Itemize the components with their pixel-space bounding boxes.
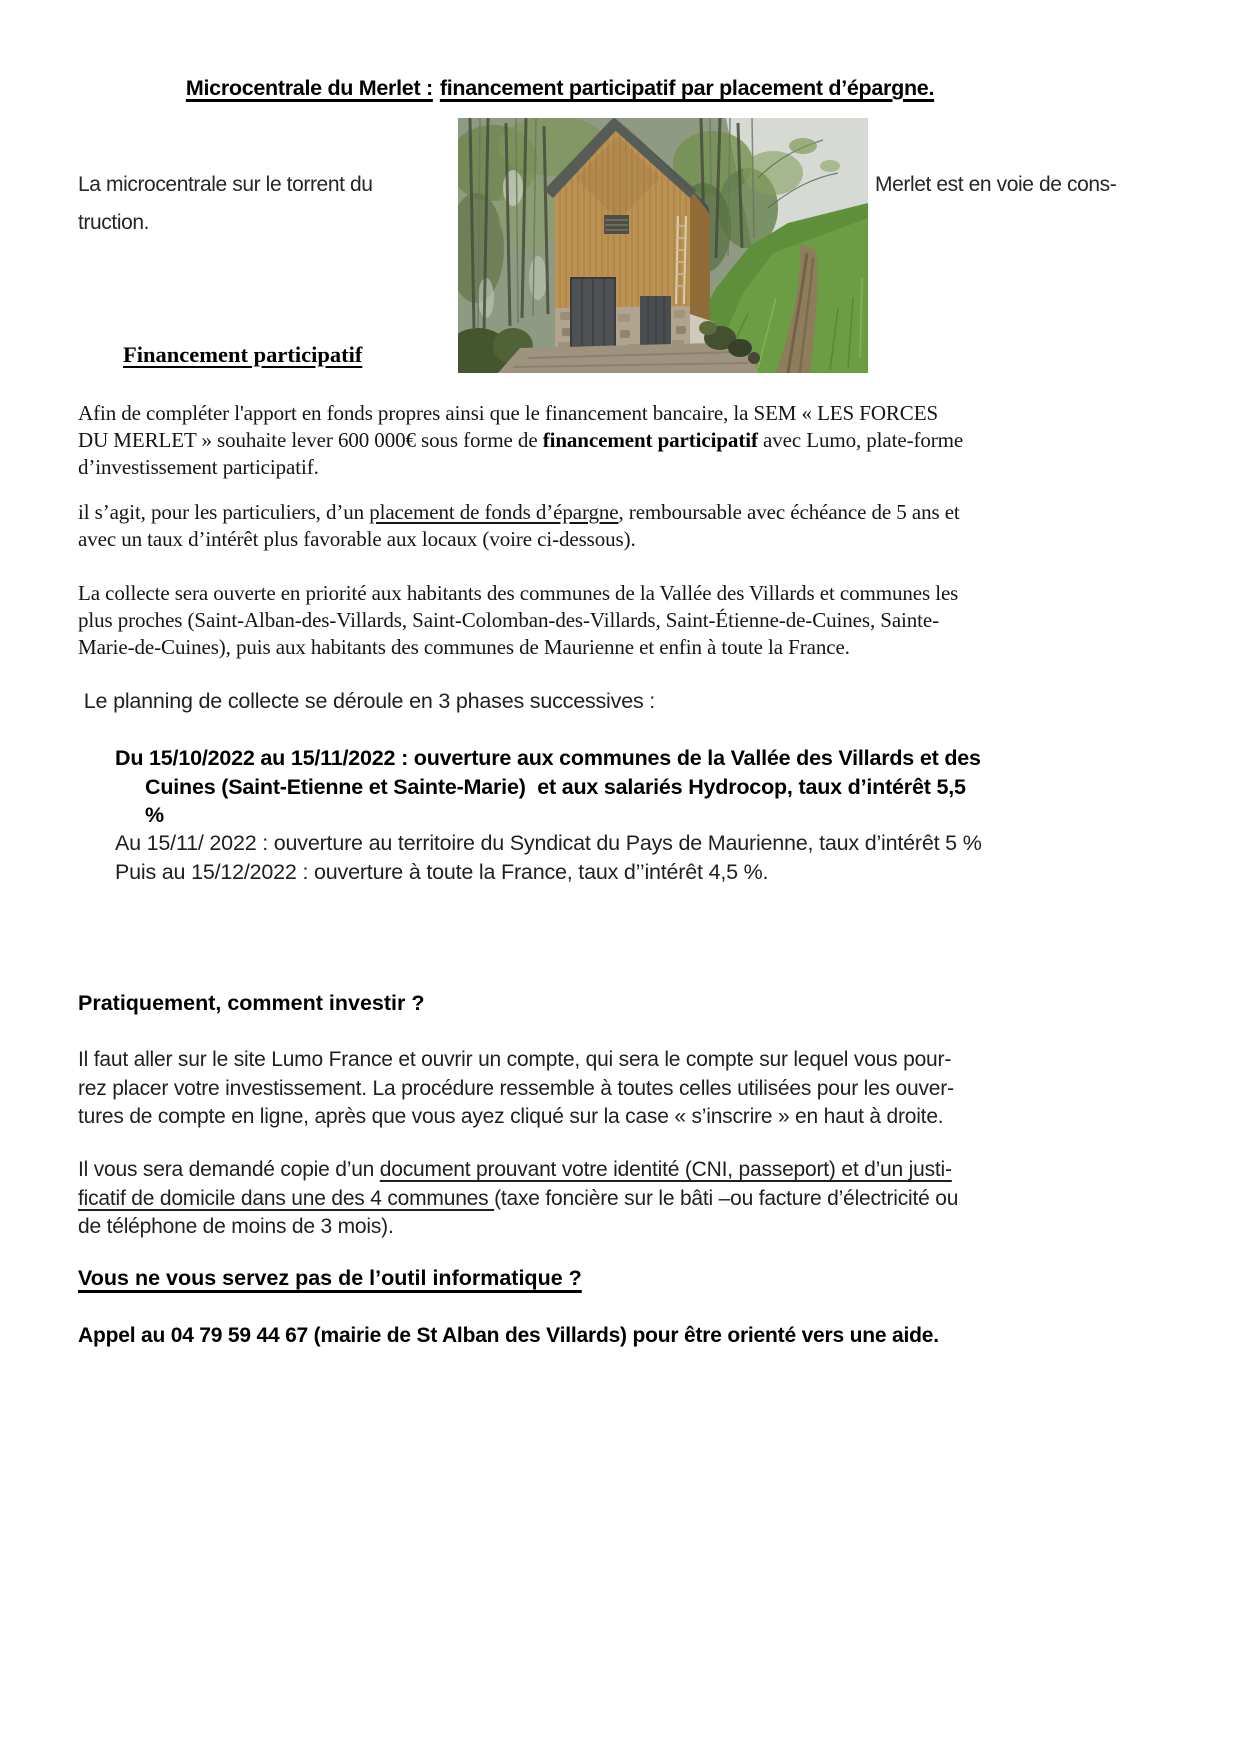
paragraph-apport [78,400,963,481]
invest-p1-line-3: tures de compte en ligne, après que vous ayez cliqué sur la case « s’inscrire » en haut à droite. [78,1105,944,1128]
intro-text-right [875,166,1116,204]
planning-intro: Le planning de collecte se déroule en 3 phases successives : [78,689,656,713]
paragraph-documents [78,1156,958,1242]
planning-phases-2-3 [115,829,982,886]
phase1-line-2: Cuines (Saint-Etienne et Sainte-Marie) et aux salariés Hydrocop, taux d’intérêt 5,5 [145,774,966,799]
planning-phase-1 [115,744,981,830]
invest-p1-line-2: rez placer votre investissement. La procédure ressemble à toutes celles utilisées pour les ouver- [78,1076,954,1100]
title-segment-2: financement participatif par placement d’épargne. [439,76,935,100]
invest-p2-line-3: de téléphone de moins de 3 mois). [78,1215,394,1238]
p1-line-2 [78,427,963,454]
p2-line1-part1: il s’agit, pour les particuliers, d’un [78,500,370,524]
intro-left-line-2: truction. [78,211,150,234]
page-title [0,76,1120,101]
appel-line: Appel au 04 79 59 44 67 (mairie de St Alban des Villards) pour être orienté vers une aide. [78,1324,939,1347]
p1-line-1: Afin de compléter l'apport en fonds propres ainsi que le financement bancaire, la SEM « LES FORCES [78,401,939,425]
p2-line-2: avec un taux d’intérêt plus favorable aux locaux (voire ci-dessous). [78,527,636,551]
paragraph-collecte [78,580,958,661]
paragraph-lumo-compte [78,1046,954,1132]
p3-line-2: plus proches (Saint-Alban-des-Villards, Saint-Colomban-des-Villards, Saint-Étienne-de-Cuines, Sainte- [78,608,940,632]
p1-line-3: d’investissement participatif. [78,455,319,479]
invest-p2-line2-part2: (taxe foncière sur le bâti –ou facture d’électricité ou [494,1186,959,1210]
p3-line-1: La collecte sera ouverte en priorité aux habitants des communes de la Vallée des Villards et communes les [78,581,959,605]
section-heading-aide: Vous ne vous servez pas de l’outil informatique ? [78,1266,582,1290]
p1-line2-part2: avec Lumo, plate-forme [757,428,964,452]
phase1-line-3: % [145,803,164,827]
photo-illustration [458,118,868,373]
invest-p2-line-2 [78,1185,958,1214]
p2-line1-part2: , remboursable avec échéance de 5 ans et [618,500,960,524]
paragraph-placement [78,499,960,553]
section-heading-financement: Financement participatif [123,342,363,367]
p1-line2-bold: financement participatif [542,428,758,452]
invest-p2-line1-underline: document prouvant votre identité (CNI, passeport) et d’un justi- [379,1158,952,1181]
intro-left-line-1: La microcentrale sur le torrent du [78,173,373,196]
title-segment-1: Microcentrale du Merlet : [185,76,433,100]
invest-p1-line-1: Il faut aller sur le site Lumo France et ouvrir un compte, qui sera le compte sur lequel vous pour- [78,1048,952,1071]
phase3-line: Puis au 15/12/2022 : ouverture à toute la France, taux d’’intérêt 4,5 %. [115,859,769,884]
phase1-line-1: Du 15/10/2022 au 15/11/2022 : ouverture aux communes de la Vallée des Villards et des [115,746,981,770]
p3-line-3: Marie-de-Cuines), puis aux habitants des communes de Maurienne et enfin à toute la France. [78,635,850,659]
section-heading-investir: Pratiquement, comment investir ? [78,991,425,1015]
invest-p2-line2-underline: ficatif de domicile dans une des 4 communes [78,1186,495,1210]
phase2-line: Au 15/11/ 2022 : ouverture au territoire du Syndicat du Pays de Maurienne, taux d’intérêt 5 % [115,831,982,855]
photo-microcentrale-rendering [458,118,868,373]
intro-right-line-1: Merlet est en voie de cons- [875,173,1117,196]
p2-line-1 [78,499,960,526]
invest-p2-line1-part1: Il vous sera demandé copie d’un [78,1158,380,1181]
p1-line2-part1: DU MERLET » souhaite lever 600 000€ sous forme de [78,428,543,452]
invest-p2-line-1 [78,1156,958,1185]
intro-text-left [78,166,373,242]
p2-line1-underline: placement de fonds d’épargne [369,500,619,524]
